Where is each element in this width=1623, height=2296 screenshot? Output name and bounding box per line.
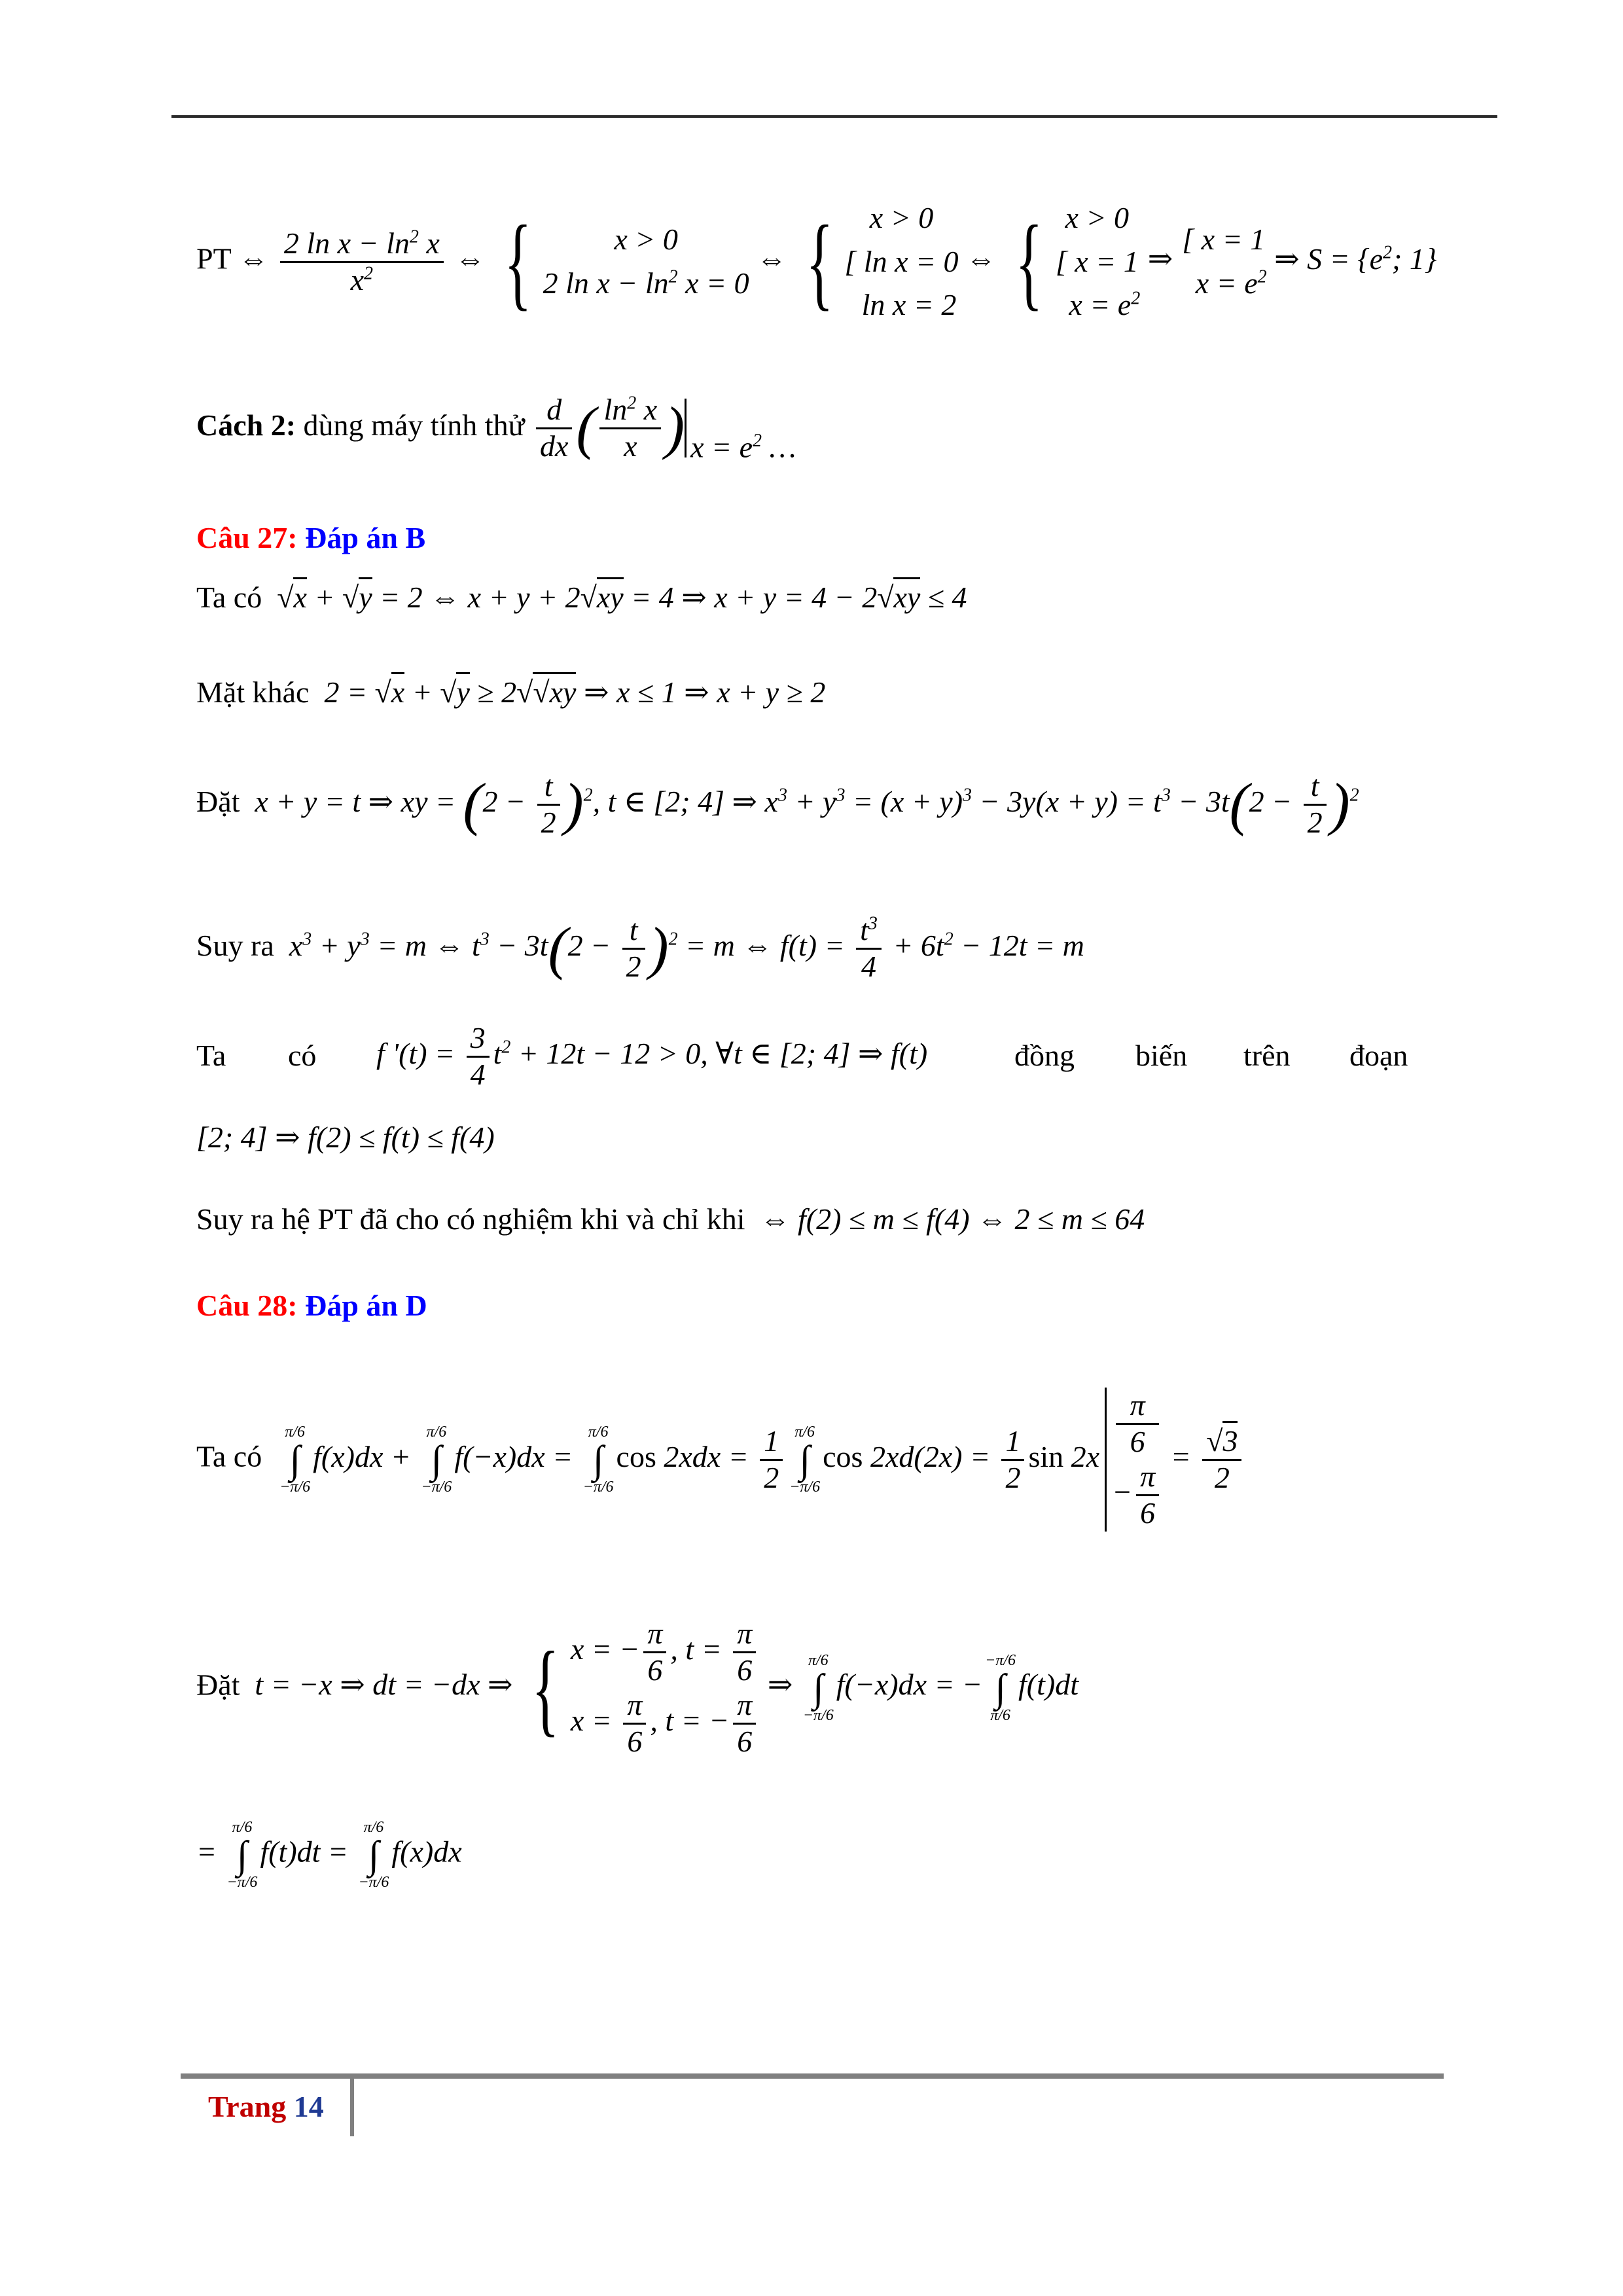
- q27-number: Câu 27:: [196, 521, 298, 554]
- q27-line-7: Suy ra hệ PT đã cho có nghiệm khi và chỉ khi ⇔ f(2) ≤ m ≤ f(4) ⇔ 2 ≤ m ≤ 64: [196, 1202, 1145, 1236]
- page-footer: [208, 2089, 324, 2124]
- q28-heading: [196, 1288, 427, 1323]
- q28-number: Câu 28:: [196, 1289, 298, 1322]
- q27-heading: [196, 520, 425, 555]
- q27-l5-word-2: có: [288, 1039, 317, 1072]
- cach2-line: Cách 2: dùng máy tính thử $\frac{d}{dx}$ ( $\frac{\ln^2 x}{x}$ ) $x = e^2$ …: [196, 393, 796, 464]
- q28-line-1: Ta có π/6 ∫ −π/6 f(x)dx + π/6 ∫ −π/6 f(−x)dx = π/6 ∫ −π/6 cos 2xdx = $\frac{1}{2}$ π/6 ∫ −π/6 cos 2xd(2x) = $\frac{1}{2}$ sin 2x π 6 − $\frac{\pi}{6}$ = $\frac{√3}{2}$: [196, 1388, 1245, 1532]
- footer-rule: [181, 2073, 1444, 2079]
- footer-label: Trang: [208, 2090, 287, 2123]
- header-rule: [171, 115, 1497, 118]
- q27-line-4: Suy ra $x^3 + y^3 = m$ ⇔ $t^3 - 3t(2$ − $\frac{t}{2}$ )$^2$ = m ⇔ f(t) = $\frac{t^3}{4}$ + $6t^2 - 12t = m$: [196, 913, 1084, 983]
- pt-equation-line: PT ⇔ $\frac{2 \ln x - \ln^2 x}{x^2}$ ⇔ { x > 0 2 $\ln x - \ln^2 x = 0$ ⇔ { x > 0 [ ln x = 0 ln x = 2 ⇔ { x > 0 [ x = 1 $x = e^2$ ⇒ [ x = 1 $x = e^2$ ⇒ $S = \{e^2$; 1}: [196, 201, 1437, 322]
- q27-line-2: Mặt khác 2 = √x + √y ≥ 2√√xy ⇒ x ≤ 1 ⇒ x + y ≥ 2: [196, 677, 825, 708]
- q27-line-1: Ta có √x + √y = 2 ⇔ x + y + 2√xy = 4 ⇒ x + y = 4 − 2√xy ≤ 4: [196, 583, 967, 613]
- q27-answer: Đáp án B: [305, 521, 426, 554]
- page-number: 14: [293, 2090, 324, 2123]
- cach2-text: dùng máy tính thử: [303, 408, 525, 442]
- q27-l5-word-1: Ta: [196, 1039, 226, 1072]
- cach2-label: Cách 2:: [196, 408, 296, 442]
- pt-label: PT: [196, 242, 231, 276]
- q28-line-3: = π/6 ∫ −π/6 f(t)dt = π/6 ∫ −π/6 f(x)dx: [196, 1819, 462, 1891]
- footer-divider: [350, 2079, 354, 2136]
- q27-line-3: Đặt x + y = t ⇒ xy = (2 − $\frac{t}{2}$ )$^2$, t ∈ [2; 4] ⇒ $x^3 + y^3 = (x + y)^3 - 3y(x + y) = t^3 - 3t(2$ − $\frac{t}{2}$ )$^2$: [196, 769, 1359, 839]
- q28-answer: Đáp án D: [305, 1289, 427, 1322]
- q28-line-2: Đặt t = −x ⇒ dt = −dx ⇒ { x = − $\frac{\pi}{6}$ , t = $\frac{\pi}{6}$ x = $\frac{\pi}{6}$ , t = − $\frac{\pi}{6}$ ⇒ π/6 ∫ −π/6 f(−x)dx = − −π/6 ∫ π/6 f(t)dt: [196, 1617, 1079, 1758]
- q27-line-6: [2; 4] ⇒ f(2) ≤ f(t) ≤ f(4): [196, 1121, 495, 1154]
